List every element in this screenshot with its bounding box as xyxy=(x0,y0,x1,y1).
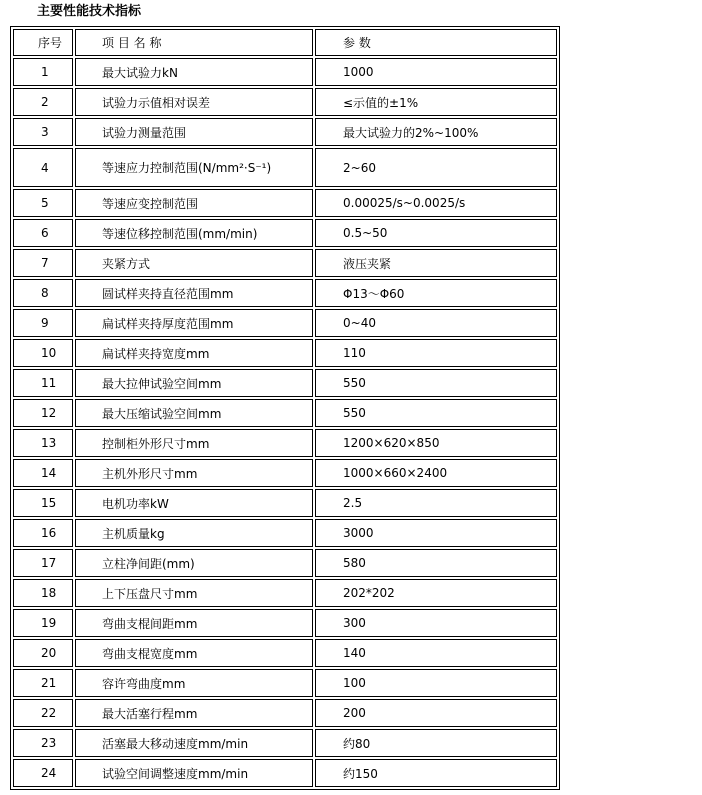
row-number: 18 xyxy=(13,579,73,607)
table-row xyxy=(13,669,557,697)
table-row xyxy=(13,549,557,577)
table-row xyxy=(13,118,557,146)
item-value: ≤示值的±1% xyxy=(315,88,557,116)
item-name: 最大压缩试验空间mm xyxy=(75,399,313,427)
table-row xyxy=(13,249,557,277)
item-name: 最大拉伸试验空间mm xyxy=(75,369,313,397)
item-value: 1000×660×2400 xyxy=(315,459,557,487)
item-name: 圆试样夹持直径范围mm xyxy=(75,279,313,307)
table-row xyxy=(13,459,557,487)
item-value: 2~60 xyxy=(315,148,557,187)
row-number: 12 xyxy=(13,399,73,427)
item-value: 140 xyxy=(315,639,557,667)
table-row xyxy=(13,759,557,787)
row-number: 7 xyxy=(13,249,73,277)
item-name: 夹紧方式 xyxy=(75,249,313,277)
table-row xyxy=(13,489,557,517)
item-name: 试验力测量范围 xyxy=(75,118,313,146)
item-value: 最大试验力的2%~100% xyxy=(315,118,557,146)
table-row xyxy=(13,58,557,86)
row-number: 14 xyxy=(13,459,73,487)
item-name: 电机功率kW xyxy=(75,489,313,517)
table-row xyxy=(13,148,557,187)
item-value: 110 xyxy=(315,339,557,367)
item-value: 约80 xyxy=(315,729,557,757)
item-value: 液压夹紧 xyxy=(315,249,557,277)
item-name: 主机外形尺寸mm xyxy=(75,459,313,487)
table-row xyxy=(13,219,557,247)
row-number: 13 xyxy=(13,429,73,457)
row-number: 5 xyxy=(13,189,73,217)
item-name: 立柱净间距(mm) xyxy=(75,549,313,577)
item-value: 200 xyxy=(315,699,557,727)
table-row xyxy=(13,699,557,727)
table-row xyxy=(13,279,557,307)
table-row xyxy=(13,609,557,637)
row-number: 24 xyxy=(13,759,73,787)
row-number: 11 xyxy=(13,369,73,397)
spec-table xyxy=(10,26,560,790)
item-value: 550 xyxy=(315,369,557,397)
table-row xyxy=(13,579,557,607)
table-row xyxy=(13,399,557,427)
item-name: 扁试样夹持厚度范围mm xyxy=(75,309,313,337)
row-number: 17 xyxy=(13,549,73,577)
item-value: 1200×620×850 xyxy=(315,429,557,457)
row-number: 23 xyxy=(13,729,73,757)
table-row xyxy=(13,339,557,367)
item-value: 1000 xyxy=(315,58,557,86)
item-name: 最大活塞行程mm xyxy=(75,699,313,727)
item-value: Φ13～Φ60 xyxy=(315,279,557,307)
item-name: 等速应变控制范围 xyxy=(75,189,313,217)
item-value: 3000 xyxy=(315,519,557,547)
item-name: 主机质量kg xyxy=(75,519,313,547)
item-name: 等速位移控制范围(mm/min) xyxy=(75,219,313,247)
item-name: 弯曲支棍间距mm xyxy=(75,609,313,637)
row-number: 8 xyxy=(13,279,73,307)
row-number: 2 xyxy=(13,88,73,116)
row-number: 6 xyxy=(13,219,73,247)
item-name: 最大试验力kN xyxy=(75,58,313,86)
item-name: 控制柜外形尺寸mm xyxy=(75,429,313,457)
row-number: 16 xyxy=(13,519,73,547)
header-name: 项 目 名 称 xyxy=(75,29,313,56)
spec-table-body xyxy=(13,58,557,787)
item-value: 580 xyxy=(315,549,557,577)
page-title: 主要性能技术指标 xyxy=(37,4,142,19)
table-row xyxy=(13,369,557,397)
row-number: 9 xyxy=(13,309,73,337)
item-name: 容许弯曲度mm xyxy=(75,669,313,697)
row-number: 22 xyxy=(13,699,73,727)
item-value: 0~40 xyxy=(315,309,557,337)
table-row xyxy=(13,729,557,757)
item-value: 202*202 xyxy=(315,579,557,607)
item-name: 扁试样夹持宽度mm xyxy=(75,339,313,367)
item-name: 弯曲支棍宽度mm xyxy=(75,639,313,667)
item-value: 0.5~50 xyxy=(315,219,557,247)
item-name: 试验力示值相对误差 xyxy=(75,88,313,116)
header-num: 序号 xyxy=(13,29,73,56)
table-row xyxy=(13,429,557,457)
row-number: 15 xyxy=(13,489,73,517)
row-number: 19 xyxy=(13,609,73,637)
item-value: 100 xyxy=(315,669,557,697)
row-number: 3 xyxy=(13,118,73,146)
row-number: 1 xyxy=(13,58,73,86)
table-row xyxy=(13,519,557,547)
row-number: 4 xyxy=(13,148,73,187)
table-row xyxy=(13,189,557,217)
item-value: 2.5 xyxy=(315,489,557,517)
item-name: 等速应力控制范围(N/mm²·S⁻¹) xyxy=(75,148,313,187)
table-header-row xyxy=(13,29,557,56)
item-name: 上下压盘尺寸mm xyxy=(75,579,313,607)
table-row xyxy=(13,309,557,337)
row-number: 10 xyxy=(13,339,73,367)
item-value: 550 xyxy=(315,399,557,427)
item-value: 300 xyxy=(315,609,557,637)
table-row xyxy=(13,639,557,667)
row-number: 20 xyxy=(13,639,73,667)
item-value: 0.00025/s~0.0025/s xyxy=(315,189,557,217)
item-name: 试验空间调整速度mm/min xyxy=(75,759,313,787)
header-value: 参 数 xyxy=(315,29,557,56)
item-value: 约150 xyxy=(315,759,557,787)
row-number: 21 xyxy=(13,669,73,697)
table-row xyxy=(13,88,557,116)
item-name: 活塞最大移动速度mm/min xyxy=(75,729,313,757)
